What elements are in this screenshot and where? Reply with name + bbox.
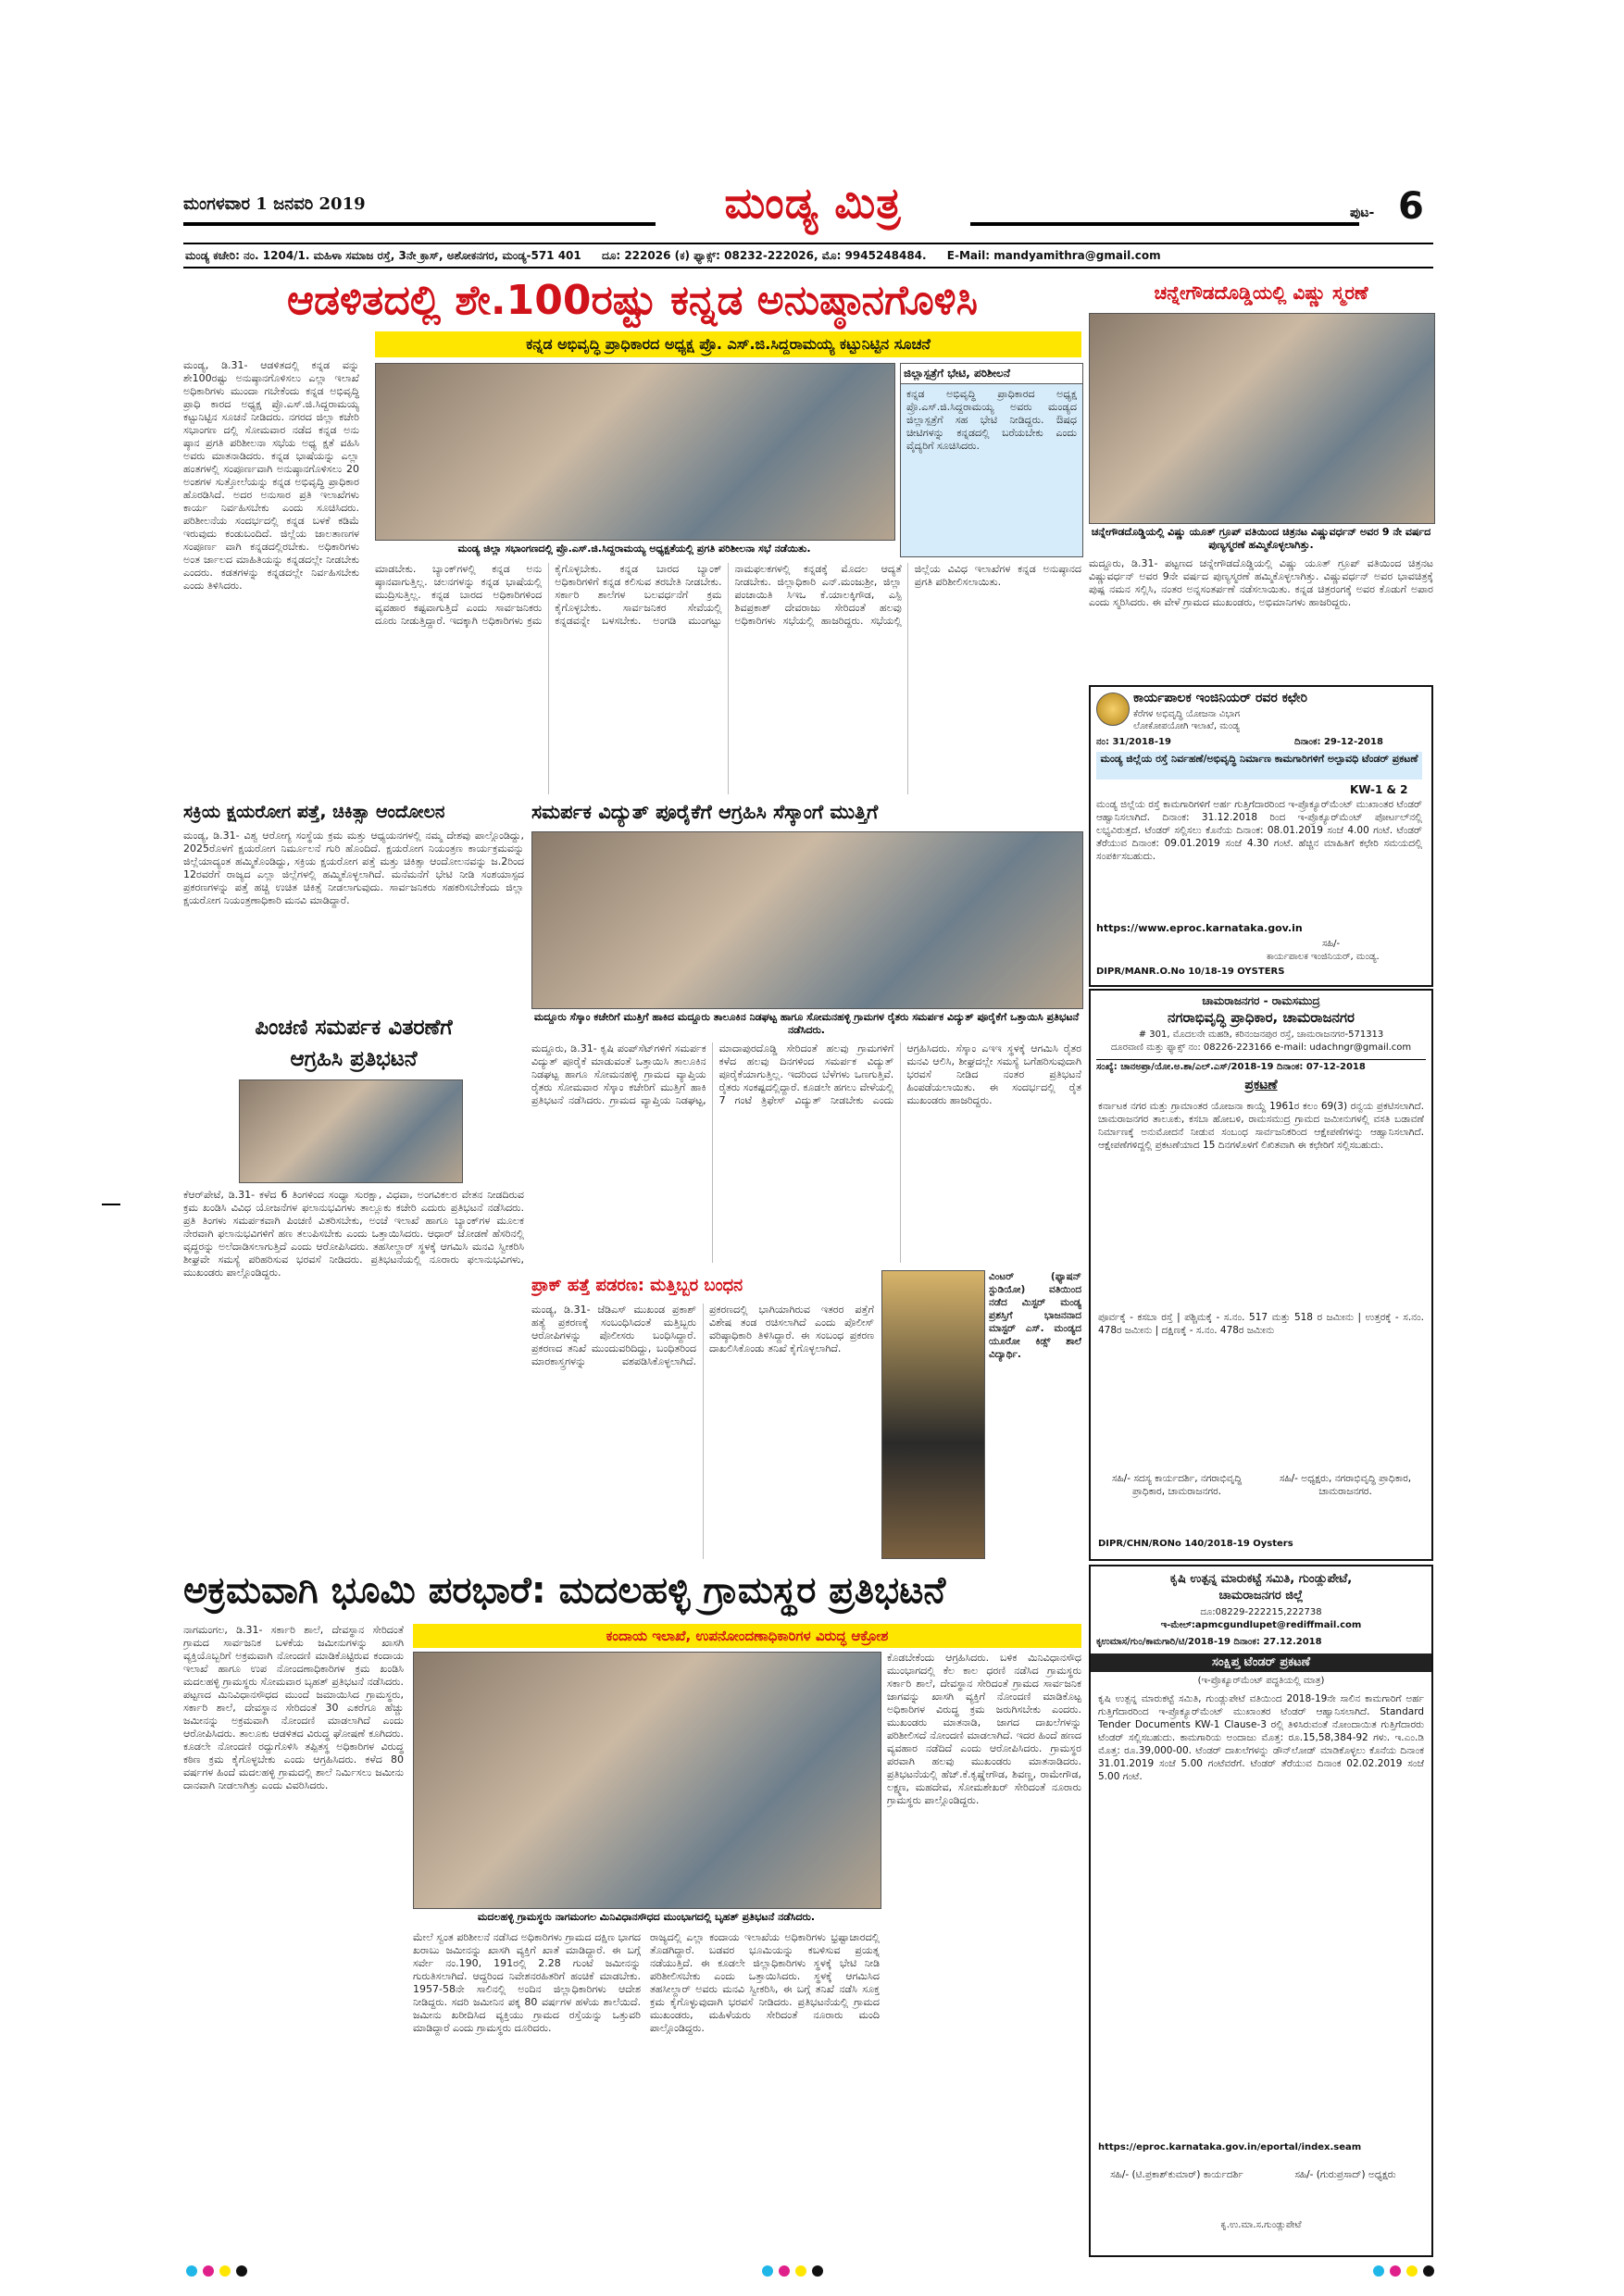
cyan-dot [186,2265,197,2277]
ad3-ref: ಕೃಉಮಾಸ/ಗುಂ/ಕಾಮಗಾರಿ/ಟಿ/2018-19 ದಿನಾಂಕ: 27.12.2018 [1096,1637,1322,1647]
emblem-icon [1096,693,1130,726]
office-email: E-Mail: mandyamithra@gmail.com [946,249,1161,262]
ad2-contact: ದೂರವಾಣಿ ಮತ್ತು ಫ್ಯಾಕ್ಸ್ ನಂ: 08226-223166 e-mail: udachngr@gmail.com [1110,1042,1412,1053]
ad3-url: https://eproc.karnataka.gov.in/eportal/index.seam [1098,2142,1362,2152]
sidebar-body: ಕನ್ನಡ ಅಭಿವೃದ್ಧಿ ಪ್ರಾಧಿಕಾರದ ಅಧ್ಯಕ್ಷ ಪ್ರೊ.ಎಸ್.ಜಿ.ಸಿದ್ದರಾಮಯ್ಯ ಅವರು ಮಂಡ್ಯದ ಜಿಲ್ಲಾಸ್ಪತ್ರೆಗೆ ಸಹ ಭೇಟಿ ನೀಡಿದ್ದರು. ಔಷಧ ಚೀಟಿಗಳನ್ನು ಕನ್ನಡದಲ್ಲಿ ಬರೆಯಬೇಕು ಎಂದು ವೈದ್ಯರಿಗೆ ಸೂಚಿಸಿದರು. [906,388,1077,452]
yellow-dot [219,2265,231,2277]
cyan-dot [762,2265,773,2277]
black-dot [236,2265,247,2277]
power-caption: ಮದ್ದೂರು ಸೆಸ್ಕಾಂ ಕಚೇರಿಗೆ ಮುತ್ತಿಗೆ ಹಾಕಿದ ಮದ್ದೂರು ತಾಲೂಕಿನ ನಿಡಘಟ್ಟ ಹಾಗೂ ಸೋಮನಹಳ್ಳಿ ಗ್ರಾಮಗಳ ರೈತರು ಸಮರ್ಪಕ ವಿದ್ಯುತ್ ಪೂರೈಕೆಗೆ ಒತ್ತಾಯಿಸಿ ಪ್ರತಿಭಟನೆ ನಡೆಸಿದರು. [533,1011,1080,1036]
magenta-dot [1390,2265,1401,2277]
ad-executive-engineer [1089,685,1433,987]
ad-signature: ಸಹಿ/- [1322,939,1341,949]
power-headline: ಸಮರ್ಪಕ ವಿದ್ಯುತ್ ಪೂರೈಕೆಗೆ ಆಗ್ರಹಿಸಿ ಸೆಸ್ಕಾಂಗೆ ಮುತ್ತಿಗೆ [531,801,879,823]
pension-photo [239,1079,463,1183]
land-photo [413,1652,881,1909]
pension-headline-1: ಪಿಂಚಣಿ ಸಮರ್ಪಕ ವಿತರಣೆಗೆ [255,1016,453,1040]
ad2-ref: ಸಂಖ್ಯೆ: ಚಾನಅಪ್ರಾ/ಯೋ.ಅ.ಶಾ/ಎಲ್.ಎಸ್/2018-19 ದಿನಾಂಕ: 07-12-2018 [1096,1059,1426,1072]
child-photo [881,1270,985,1559]
cyan-dot [1373,2265,1384,2277]
vishnu-photo [1089,313,1435,524]
black-dot [812,2265,823,2277]
registration-marks-left [183,2263,250,2280]
vishnu-body: ಮದ್ದೂರು, ಡಿ.31- ಪಟ್ಟಣದ ಚನ್ನೇಗೌಡದೊಡ್ಡಿಯಲ್ಲಿ ವಿಷ್ಣು ಯೂತ್ ಗ್ರೂಪ್ ವತಿಯಿಂದ ಚಿತ್ರನಟ ವಿಷ್ಣುವರ್ಧನ್ ಅವರ 9ನೇ ವರ್ಷದ ಪುಣ್ಯಸ್ಮರಣೆ ಹಮ್ಮಿಕೊಳ್ಳಲಾಗಿತ್ತು. ವಿಷ್ಣುವರ್ಧನ್ ಅವರ ಭಾವಚಿತ್ರಕ್ಕೆ ಪುಷ್ಪ ನಮನ ಸಲ್ಲಿಸಿ, ನಂತರ ಅನ್ನಸಂತರ್ಪಣೆ ನಡೆಸಲಾಯಿತು. ಕನ್ನಡ ಚಿತ್ರರಂಗಕ್ಕೆ ಅವರ ಕೊಡುಗೆ ಅಪಾರ ಎಂದು ಸ್ಮರಿಸಿದರು. ಈ ವೇಳೆ ಗ್ರಾಮದ ಮುಖಂಡರು, ಅಭಿಮಾನಿಗಳು ಹಾಜರಿದ್ದರು. [1089,557,1433,608]
ad3-body: ಕೃಷಿ ಉತ್ಪನ್ನ ಮಾರುಕಟ್ಟೆ ಸಮಿತಿ, ಗುಂಡ್ಲುಪೇಟೆ ವತಿಯಿಂದ 2018-19ನೇ ಸಾಲಿನ ಕಾಮಗಾರಿಗೆ ಅರ್ಹ ಗುತ್ತಿಗೆದಾರರಿಂದ ಇ-ಪ್ರೊಕ್ಯೂರ್‌ಮೆಂಟ್ ಮುಖಾಂತರ ಟೆಂಡರ್ ಆಹ್ವಾನಿಸಲಾಗಿದೆ. Standard Tender Documents KW-1 Clause-3 ರಲ್ಲಿ ತಿಳಿಸಿರುವಂತೆ ನೋಂದಾಯಿತ ಗುತ್ತಿಗೆದಾರರು ಟೆಂಡರ್ ಸಲ್ಲಿಸಬಹುದು. ಕಾಮಗಾರಿಯ ಅಂದಾಜು ಮೊತ್ತ: ರೂ.15,58,384-92 ಗಳು. ಇ.ಎಂ.ಡಿ ಮೊತ್ತ: ರೂ.39,000-00. ಟೆಂಡರ್ ದಾಖಲೆಗಳನ್ನು ಡೌನ್‌ಲೋಡ್ ಮಾಡಿಕೊಳ್ಳಲು ಕೊನೆಯ ದಿನಾಂಕ 31.01.2019 ಸಂಜೆ 5.00 ಗಂಟೆವರೆಗೆ. ಟೆಂಡರ್ ತೆರೆಯುವ ದಿನಾಂಕ 02.02.2019 ಸಂಜೆ 5.00 ಗಂಟೆ. [1098,1693,1424,1782]
registration-marks-center [759,2263,826,2280]
vishnu-headline: ಚನ್ನೇಗೌಡದೊಡ್ಡಿಯಲ್ಲಿ ವಿಷ್ಣು ಸ್ಮರಣೆ [1154,281,1368,304]
black-dot [1423,2265,1434,2277]
newspaper-title: ಮಂಡ್ಯ ಮಿತ್ರ [724,178,902,228]
page-label: ಪುಟ- [1350,206,1375,220]
land-subhead: ಕಂದಾಯ ಇಲಾಖೆ, ಉಪನೋಂದಣಾಧಿಕಾರಿಗಳ ವಿರುದ್ಧ ಆಕ್ರೋಶ [413,1624,1081,1648]
ad2-body: ಕರ್ನಾಟಕ ನಗರ ಮತ್ತು ಗ್ರಾಮಾಂತರ ಯೋಜನಾ ಕಾಯ್ದೆ 1961ರ ಕಲಂ 69(3) ರನ್ವಯ ಪ್ರಕಟಿಸಲಾಗಿದೆ. ಚಾಮರಾಜನಗರ ತಾಲೂಕು, ಕಸಬಾ ಹೋಬಳಿ, ರಾಮಸಮುದ್ರ ಗ್ರಾಮದ ಜಮೀನುಗಳಲ್ಲಿ ವಸತಿ ಬಡಾವಣೆ ನಿರ್ಮಾಣಕ್ಕೆ ಅನುಮೋದನೆ ನೀಡುವ ಸಂಬಂಧ ಸಾರ್ವಜನಿಕರಿಂದ ಆಕ್ಷೇಪಣೆಗಳನ್ನು ಆಹ್ವಾನಿಸಲಾಗಿದೆ. ಆಕ್ಷೇಪಣೆಗಳಿದ್ದಲ್ಲಿ ಪ್ರಕಟಣೆಯಾದ 15 ದಿನಗಳೊಳಗೆ ಲಿಖಿತವಾಗಿ ಈ ಕಛೇರಿಗೆ ಸಲ್ಲಿಸಬಹುದು. [1098,1101,1424,1151]
tb-body: ಮಂಡ್ಯ, ಡಿ.31- ವಿಶ್ವ ಆರೋಗ್ಯ ಸಂಸ್ಥೆಯ ಕ್ರಮ ಮತ್ತು ಆಧ್ಯಯನಗಳಲ್ಲಿ ನಮ್ಮ ದೇಶವು ಪಾಲ್ಗೊಂಡಿದ್ದು, 2025ರೊಳಗೆ ಕ್ಷಯರೋಗ ನಿರ್ಮೂಲನೆ ಗುರಿ ಹೊಂದಿದೆ. ಕ್ಷಯರೋಗ ನಿಯಂತ್ರಣ ಕಾರ್ಯಕ್ರಮವನ್ನು ಜಿಲ್ಲೆಯಾದ್ಯಂತ ಹಮ್ಮಿಕೊಂಡಿದ್ದು, ಸಕ್ರಿಯ ಕ್ಷಯರೋಗ ಪತ್ತೆ ಮತ್ತು ಚಿಕಿತ್ಸಾ ಆಂದೋಲನವನ್ನು ಜ.2ರಿಂದ 12ರವರೆಗೆ ರಾಜ್ಯದ ಎಲ್ಲಾ ಜಿಲ್ಲೆಗಳಲ್ಲಿ ಹಮ್ಮಿಕೊಳ್ಳಲಾಗಿದೆ. ಮನೆಮನೆಗೆ ಭೇಟಿ ನೀಡಿ ಸಂಶಯಾಸ್ಪದ ಪ್ರಕರಣಗಳನ್ನು ಪತ್ತೆ ಹಚ್ಚಿ ಉಚಿತ ಚಿಕಿತ್ಸೆ ನೀಡಲಾಗುವುದು. ಸಾರ್ವಜನಿಕರು ಸಹಕರಿಸಬೇಕೆಂದು ಜಿಲ್ಲಾ ಕ್ಷಯರೋಗ ನಿಯಂತ್ರಣಾಧಿಕಾರಿ ಮನವಿ ಮಾಡಿದ್ದಾರೆ. [183,830,524,906]
ad2-sig-right: ಸಹಿ/- ಅಧ್ಯಕ್ಷರು, ನಗರಾಭಿವೃದ್ಧಿ ಪ್ರಾಧಿಕಾರ, ಚಾಮರಾಜನಗರ. [1279,1473,1412,1497]
ad-apmc [1089,1565,1433,2257]
ad-office-sub1: ಕೆರೆಗಳ ಅಭಿವೃದ್ಧಿ ಯೋಜನಾ ವಿಭಾಗ [1133,709,1241,719]
page-number: 6 [1398,185,1424,228]
ad2-office1: ಚಾಮರಾಜನಗರ - ರಾಮಸಮುದ್ರ [1202,994,1320,1007]
magenta-dot [779,2265,790,2277]
registration-marks-right [1370,2263,1437,2280]
ad-sig-office: ಕಾರ್ಯಪಾಲಕ ಇಂಜಿನಿಯರ್, ಮಂಡ್ಯ. [1267,952,1380,962]
ad-office-title: ಕಾರ್ಯಪಾಲಕ ಇಂಜಿನಿಯರ್ ರವರ ಕಛೇರಿ [1133,691,1308,705]
ad3-phone: ದೂ:08229-222215,222738 [1200,1607,1322,1617]
ad3-sig-left: ಸಹಿ/- (ಟಿ.ಪ್ರಕಾಶ್‌ಕುಮಾರ್) ಕಾರ್ಯದರ್ಶಿ [1110,2169,1243,2180]
tb-headline: ಸಕ್ರಿಯ ಕ್ಷಯರೋಗ ಪತ್ತೆ, ಚಿಕಿತ್ಸಾ ಆಂದೋಲನ [183,802,445,822]
ad3-sig-office: ಕೃ.ಉ.ಮಾ.ಸ.ಗುಂಡ್ಲುಪೇಟೆ [1220,2220,1302,2230]
land-body-mid: ಮೇಲೆ ಸ್ವಂತ ಪರಿಶೀಲನೆ ನಡೆಸಿದ ಅಧಿಕಾರಿಗಳು ಗ್ರಾಮದ ದಕ್ಷಿಣ ಭಾಗದ ಖರಾಬು ಜಮೀನನ್ನು ಖಾಸಗಿ ವ್ಯಕ್ತಿಗೆ ಖಾತೆ ಮಾಡಿದ್ದಾರೆ. ಈ ಬಗ್ಗೆ ಸರ್ವೇ ನಂ.190, 191ರಲ್ಲಿ 2.28 ಗುಂಟೆ ಜಮೀನನ್ನು ಗುರುತಿಸಲಾಗಿದೆ. ಆದ್ದರಿಂದ ನಿವೇಶನರಹಿತರಿಗೆ ಹಂಚಿಕೆ ಮಾಡಬೇಕು. 1957-58ನೇ ಸಾಲಿನಲ್ಲಿ ಅಂದಿನ ಜಿಲ್ಲಾಧಿಕಾರಿಗಳು ಆದೇಶ ನೀಡಿದ್ದರು. ಸದರಿ ಜಮೀನಿನ ಪಕ್ಕ 80 ವರ್ಷಗಳ ಹಳೆಯ ಶಾಲೆಯಿದೆ. ಜಮೀನು ಖರೀದಿಸಿದ ವ್ಯಕ್ತಿಯು ಗ್ರಾಮದ ರಸ್ತೆಯನ್ನು ಒತ್ತುವರಿ ಮಾಡಿದ್ದಾರೆ ಎಂದು ಗ್ರಾಮಸ್ಥರು ದೂರಿದರು. [413,1931,641,2034]
land-caption: ಮದಲಹಳ್ಳಿ ಗ್ರಾಮಸ್ಥರು ನಾಗಮಂಗಲ ಮಿನಿವಿಧಾನಸೌಧದ ಮುಂಭಾಗದಲ್ಲಿ ಬೃಹತ್ ಪ್ರತಿಭಟನೆ ನಡೆಸಿದರು. [477,1911,816,1923]
lead-headline: ಆಡಳಿತದಲ್ಲಿ ಶೇ.100ರಷ್ಟು ಕನ್ನಡ ಅನುಷ್ಠಾನಗೊಳಿಸಿ [286,277,979,324]
issue-date: ಮಂಗಳವಾರ 1 ಜನವರಿ 2019 [183,194,366,214]
masthead-rule-left [183,222,656,226]
ad-notice-title: ಮಂಡ್ಯ ಜಿಲ್ಲೆಯ ರಸ್ತೆ ನಿರ್ವಹಣೆ/ಅಭಿವೃದ್ಧಿ ನಿರ್ಮಾಣ ಕಾಮಗಾರಿಗಳಿಗೆ ಅಲ್ಪಾವಧಿ ಟೆಂಡರ್ ಪ್ರಕಟಣೆ [1096,752,1422,780]
ad3-sub: (ಇ-ಪ್ರೊಕ್ಯೂರ್‌ಮೆಂಟ್ ಪದ್ಧತಿಯಲ್ಲಿ ಮಾತ್ರ) [1197,1676,1325,1686]
contact-bar [183,243,1433,268]
ad-date: ದಿನಾಂಕ: 29-12-2018 [1294,737,1383,747]
ad-number: ನಂ: 31/2018-19 [1096,737,1171,747]
ad2-boundaries: ಪೂರ್ವಕ್ಕೆ - ಕಸಬಾ ರಸ್ತೆ | ಪಶ್ಚಿಮಕ್ಕೆ - ಸ.ನಂ. 517 ಮತ್ತು 518 ರ ಜಮೀನು | ಉತ್ತರಕ್ಕೆ - ಸ.ನಂ. 478ರ ಜಮೀನು | ದಕ್ಷಿಣಕ್ಕೆ - ಸ.ನಂ. 478ರ ಜಮೀನು [1098,1312,1424,1336]
ad2-sig-left: ಸಹಿ/- ಸದಸ್ಯ ಕಾರ್ಯದರ್ಶಿ, ನಗರಾಭಿವೃದ್ಧಿ ಪ್ರಾಧಿಕಾರ, ಚಾಮರಾಜನಗರ. [1111,1473,1243,1497]
yellow-dot [1406,2265,1418,2277]
land-body-left: ನಾಗಮಂಗಲ, ಡಿ.31- ಸರ್ಕಾರಿ ಶಾಲೆ, ದೇವಸ್ಥಾನ ಸೇರಿದಂತೆ ಗ್ರಾಮದ ಸಾರ್ವಜನಿಕ ಬಳಕೆಯ ಜಮೀನುಗಳನ್ನು ಖಾಸಗಿ ವ್ಯಕ್ತಿಯೊಬ್ಬರಿಗೆ ಅಕ್ರಮವಾಗಿ ನೋಂದಣಿ ಮಾಡಿಕೊಟ್ಟಿರುವ ಕಂದಾಯ ಇಲಾಖೆ ಹಾಗೂ ಉಪ ನೋಂದಣಾಧಿಕಾರಿಗಳ ಕ್ರಮ ಖಂಡಿಸಿ ಮದಲಹಳ್ಳಿ ಗ್ರಾಮಸ್ಥರು ಸೋಮವಾರ ಬೃಹತ್ ಪ್ರತಿಭಟನೆ ನಡೆಸಿದರು. ಪಟ್ಟಣದ ಮಿನಿವಿಧಾನಸೌಧದ ಮುಂದೆ ಜಮಾಯಿಸಿದ ಗ್ರಾಮಸ್ಥರು, ಸರ್ಕಾರಿ ಶಾಲೆ, ದೇವಸ್ಥಾನ ಸೇರಿದಂತೆ 30 ಎಕರೆಗೂ ಹೆಚ್ಚು ಜಮೀನನ್ನು ಅಕ್ರಮವಾಗಿ ನೋಂದಣಿ ಮಾಡಲಾಗಿದೆ ಎಂದು ಆರೋಪಿಸಿದರು. ತಾಲೂಕು ಆಡಳಿತದ ವಿರುದ್ಧ ಘೋಷಣೆ ಕೂಗಿದರು. ಕೂಡಲೇ ನೋಂದಣಿ ರದ್ದುಗೊಳಿಸಿ ತಪ್ಪಿತಸ್ಥ ಅಧಿಕಾರಿಗಳ ವಿರುದ್ಧ ಕಠಿಣ ಕ್ರಮ ಕೈಗೊಳ್ಳಬೇಕು ಎಂದು ಆಗ್ರಹಿಸಿದರು. ಕಳೆದ 80 ವರ್ಷಗಳ ಹಿಂದೆ ಮದಲಹಳ್ಳಿ ಗ್ರಾಮದಲ್ಲಿ ಶಾಲೆ ನಿರ್ಮಿಸಲು ಜಮೀನು ದಾನವಾಗಿ ನೀಡಲಾಗಿತ್ತು ಎಂದು ವಿವರಿಸಿದರು. [183,1624,404,1791]
ad-url: https://www.eproc.karnataka.gov.in [1096,922,1303,934]
sidebar-title: ಜಿಲ್ಲಾಸ್ಪತ್ರೆಗೆ ಭೇಟಿ, ಪರಿಶೀಲನೆ [901,364,1082,384]
lead-body-left: ಮಂಡ್ಯ, ಡಿ.31- ಆಡಳಿತದಲ್ಲಿ ಕನ್ನಡ ವನ್ನು ಶೇ100ರಷ್ಟು ಅನುಷ್ಠಾನಗೊಳಿಸಲು ಎಲ್ಲಾ ಇಲಾಖೆ ಅಧಿಕಾರಿಗಳು ಮುಂದಾ ಗಬೇಕೆಂದು ಕನ್ನಡ ಅಭಿವೃದ್ಧಿ ಪ್ರಾಧಿ ಕಾರದ ಅಧ್ಯಕ್ಷ ಪ್ರೊ.ಎಸ್.ಜಿ.ಸಿದ್ದರಾಮಯ್ಯ ಕಟ್ಟುನಿಟ್ಟಿನ ಸೂಚನೆ ನೀಡಿದರು. ನಗರದ ಜಿಲ್ಲಾ ಕಚೇರಿ ಸಭಾಂಗಣ ದಲ್ಲಿ ಸೋಮವಾರ ನಡೆದ ಕನ್ನಡ ಅನು ಷ್ಠಾನ ಪ್ರಗತಿ ಪರಿಶೀಲನಾ ಸಭೆಯ ಅಧ್ಯ ಕ್ಷತೆ ವಹಿಸಿ ಅವರು ಮಾತನಾಡಿದರು. ಕನ್ನಡ ಭಾಷೆಯನ್ನು ಎಲ್ಲಾ ಹಂತಗಳಲ್ಲಿ ಸಂಪೂರ್ಣವಾಗಿ ಅನುಷ್ಠಾನಗೊಳಿಸಲು 20 ಅಂಶಗಳ ಸುತ್ತೋಲೆಯನ್ನು ಕನ್ನಡ ಅಭಿವೃದ್ಧಿ ಪ್ರಾಧಿಕಾರ ಹೊರಡಿಸಿದೆ. ಅದರ ಅನುಸಾರ ಪ್ರತಿ ಇಲಾಖೆಗಳು ಕಾರ್ಯ ನಿರ್ವಹಿಸಬೇಕು ಎಂದು ಸೂಚಿಸಿದರು. ಪರಿಶೀಲನೆಯ ಸಂದರ್ಭದಲ್ಲಿ ಕನ್ನಡ ಬಳಕೆ ಕಡಿಮೆ ಇರುವುದು ಕಂಡುಬಂದಿದೆ. ಜಿಲ್ಲೆಯ ಜಾಲತಾಣಗಳ ಸಂಪೂರ್ಣ ವಾಗಿ ಕನ್ನಡದಲ್ಲಿರಬೇಕು. ಅಧಿಕಾರಿಗಳು ಅಂತ ರ್ಜಾಲದ ಮಾಹಿತಿಯನ್ನು ಕನ್ನಡದಲ್ಲೇ ನೀಡಬೇಕು ಎಂದರು. ಕಡತಗಳನ್ನು ಕನ್ನಡದಲ್ಲೇ ನಿರ್ವಹಿಸಬೇಕು ಎಂದು ತಿಳಿಸಿದರು. [183,359,359,592]
ad-dipr: DIPR/MANR.O.No 10/18-19 OYSTERS [1096,967,1285,977]
land-headline: ಅಕ್ರಮವಾಗಿ ಭೂಮಿ ಪರಭಾರೆ: ಮದಲಹಳ್ಳಿ ಗ್ರಾಮಸ್ಥರ ಪ್ರತಿಭಟನೆ [183,1569,946,1612]
ad-body: ಮಂಡ್ಯ ಜಿಲ್ಲೆಯ ರಸ್ತೆ ಕಾಮಗಾರಿಗಳಿಗೆ ಅರ್ಹ ಗುತ್ತಿಗೆದಾರರಿಂದ ಇ-ಪ್ರೊಕ್ಯೂರ್‌ಮೆಂಟ್ ಮುಖಾಂತರ ಟೆಂಡರ್ ಆಹ್ವಾನಿಸಲಾಗಿದೆ. ದಿನಾಂಕ: 31.12.2018 ರಿಂದ ಇ-ಪ್ರೊಕ್ಯೂರ್‌ಮೆಂಟ್ ಪೋರ್ಟಲ್‌ನಲ್ಲಿ ಲಭ್ಯವಿರುತ್ತದೆ. ಟೆಂಡರ್ ಸಲ್ಲಿಸಲು ಕೊನೆಯ ದಿನಾಂಕ: 08.01.2019 ಸಂಜೆ 4.00 ಗಂಟೆ. ಟೆಂಡರ್ ತೆರೆಯುವ ದಿನಾಂಕ: 09.01.2019 ಸಂಜೆ 4.30 ಗಂಟೆ. ಹೆಚ್ಚಿನ ಮಾಹಿತಿಗೆ ಕಛೇರಿ ಸಮಯದಲ್ಲಿ ಸಂಪರ್ಕಿಸಬಹುದು. [1096,799,1422,862]
ad2-dipr: DIPR/CHN/RONo 140/2018-19 Oysters [1098,1539,1293,1549]
masthead-rule-right [970,222,1359,226]
ad3-org1: ಕೃಷಿ ಉತ್ಪನ್ನ ಮಾರುಕಟ್ಟೆ ಸಮಿತಿ, ಗುಂಡ್ಲುಪೇಟೆ, [1169,1572,1353,1586]
child-caption: ವಿಂಟರ್ (ಫ್ಯಾಷನ್ ಸ್ಟುಡಿಯೋ) ವತಿಯಿಂದ ನಡೆದ ಮಿಸ್ಟರ್ ಮಂಡ್ಯ ಪ್ರಶಸ್ತಿಗೆ ಭಾಜನನಾದ ಮಾಸ್ಟರ್ ಎಸ್. ಮಂಡ್ಯದ ಯೂರೋ ಕಿಡ್ಸ್ ಶಾಲೆ ವಿದ್ಯಾರ್ಥಿ. [989,1271,1081,1360]
office-address: ಮಂಡ್ಯ ಕಚೇರಿ: ನಂ. 1204/1. ಮಹಿಳಾ ಸಮಾಜ ರಸ್ತೆ, 3ನೇ ಕ್ರಾಸ್, ಅಶೋಕನಗರ, ಮಂಡ್ಯ-571 401 [185,249,581,262]
ad2-address: # 301, ಮೊದಲನೇ ಮಹಡಿ, ಕರಿನಂಜನಪುರ ರಸ್ತೆ, ಚಾಮರಾಜನಗರ-571313 [1138,1029,1384,1040]
lead-subhead: ಕನ್ನಡ ಅಭಿವೃದ್ಧಿ ಪ್ರಾಧಿಕಾರದ ಅಧ್ಯಕ್ಷ ಪ್ರೊ. ಎಸ್.ಜಿ.ಸಿದ್ದರಾಮಯ್ಯ ಕಟ್ಟುನಿಟ್ಟಿನ ಸೂಚನೆ [375,331,1081,357]
arrest-body: ಮಂಡ್ಯ, ಡಿ.31- ಜೆಡಿಎಸ್ ಮುಖಂಡ ಪ್ರಕಾಶ್ ಹತ್ಯೆ ಪ್ರಕರಣಕ್ಕೆ ಸಂಬಂಧಿಸಿದಂತೆ ಮತ್ತಿಬ್ಬರು ಆರೋಪಿಗಳನ್ನು ಪೊಲೀಸರು ಬಂಧಿಸಿದ್ದಾರೆ. ಪ್ರಕರಣದ ತನಿಖೆ ಮುಂದುವರಿದಿದ್ದು, ಬಂಧಿತರಿಂದ ಮಾರಕಾಸ್ತ್ರಗಳನ್ನು ವಶಪಡಿಸಿಕೊಳ್ಳಲಾಗಿದೆ. ಪ್ರಕರಣದಲ್ಲಿ ಭಾಗಿಯಾಗಿರುವ ಇತರರ ಪತ್ತೆಗೆ ವಿಶೇಷ ತಂಡ ರಚಿಸಲಾಗಿದೆ ಎಂದು ಪೊಲೀಸ್ ವರಿಷ್ಠಾಧಿಕಾರಿ ತಿಳಿಸಿದ್ದಾರೆ. ಈ ಸಂಬಂಧ ಪ್ರಕರಣ ದಾಖಲಿಸಿಕೊಂಡು ತನಿಖೆ ಕೈಗೊಳ್ಳಲಾಗಿದೆ. [531,1304,874,1367]
ad3-email: ಇ-ಮೇಲ್:apmcgundlupet@rediffmail.com [1160,1620,1362,1630]
lead-photo [375,363,895,541]
power-body: ಮದ್ದೂರು, ಡಿ.31- ಕೃಷಿ ಪಂಪ್‌ಸೆಟ್‌ಗಳಿಗೆ ಸಮರ್ಪಕ ವಿದ್ಯುತ್ ಪೂರೈಕೆ ಮಾಡುವಂತೆ ಒತ್ತಾಯಿಸಿ ತಾಲೂಕಿನ ನಿಡಘಟ್ಟ ಹಾಗೂ ಸೋಮನಹಳ್ಳಿ ಗ್ರಾಮದ ವ್ಯಾಪ್ತಿಯ ರೈತರು ಸೋಮವಾರ ಸೆಸ್ಕಾಂ ಕಚೇರಿಗೆ ಮುತ್ತಿಗೆ ಹಾಕಿ ಪ್ರತಿಭಟನೆ ನಡೆಸಿದರು. ಗ್ರಾಮದ ವ್ಯಾಪ್ತಿಯ ನಿಡಘಟ್ಟ, ಮಾದಾಪುರದೊಡ್ಡಿ ಸೇರಿದಂತೆ ಹಲವು ಗ್ರಾಮಗಳಿಗೆ ಕಳೆದ ಹಲವು ದಿನಗಳಿಂದ ಸಮರ್ಪಕ ವಿದ್ಯುತ್ ಪೂರೈಕೆಯಾಗುತ್ತಿಲ್ಲ. ಇದರಿಂದ ಬೆಳೆಗಳು ಒಣಗುತ್ತಿವೆ. ರೈತರು ಸಂಕಷ್ಟದಲ್ಲಿದ್ದಾರೆ. ಕೂಡಲೇ ಹಗಲು ವೇಳೆಯಲ್ಲಿ 7 ಗಂಟೆ ತ್ರಿಫೇಸ್ ವಿದ್ಯುತ್ ನೀಡಬೇಕು ಎಂದು ಆಗ್ರಹಿಸಿದರು. ಸೆಸ್ಕಾಂ ಎಇಇ ಸ್ಥಳಕ್ಕೆ ಆಗಮಿಸಿ ರೈತರ ಮನವಿ ಆಲಿಸಿ, ಶೀಘ್ರದಲ್ಲೇ ಸಮಸ್ಯೆ ಬಗೆಹರಿಸುವುದಾಗಿ ಭರವಸೆ ನೀಡಿದ ನಂತರ ಪ್ರತಿಭಟನೆ ಹಿಂಪಡೆಯಲಾಯಿತು. ಈ ಸಂದರ್ಭದಲ್ಲಿ ರೈತ ಮುಖಂಡರು ಹಾಜರಿದ್ದರು. [531,1042,1081,1106]
arrest-headline: ಪ್ರಾಕ್ ಹತ್ತೆ ಪಡರಣ: ಮತ್ತಿಬ್ಬರ ಬಂಧನ [531,1276,743,1295]
margin-mark [102,1204,120,1205]
ad2-notice: ಪ್ರಕಟಣೆ [1244,1078,1278,1092]
ad-town-development [1089,989,1433,1561]
pension-body: ಕೆಆರ್‌ಪೇಟೆ, ಡಿ.31- ಕಳೆದ 6 ತಿಂಗಳಿಂದ ಸಂಧ್ಯಾ ಸುರಕ್ಷಾ, ವಿಧವಾ, ಅಂಗವಿಕಲರ ವೇತನ ನೀಡದಿರುವ ಕ್ರಮ ಖಂಡಿಸಿ ವಿವಿಧ ಯೋಜನೆಗಳ ಫಲಾನುಭವಿಗಳು ತಾಲ್ಲೂಕು ಕಚೇರಿ ಎದುರು ಪ್ರತಿಭಟನೆ ನಡೆಸಿದರು. ಪ್ರತಿ ತಿಂಗಳು ಸಮರ್ಪಕವಾಗಿ ಪಿಂಚಣಿ ವಿತರಿಸಬೇಕು, ಅಂಚೆ ಇಲಾಖೆ ಹಾಗೂ ಬ್ಯಾಂಕ್‌ಗಳ ಮೂಲಕ ನೇರವಾಗಿ ಫಲಾನುಭವಿಗಳಿಗೆ ಹಣ ತಲುಪಿಸಬೇಕು ಎಂದು ಒತ್ತಾಯಿಸಿದರು. ಆಧಾರ್ ಜೋಡಣೆ ಹೆಸರಿನಲ್ಲಿ ವೃದ್ಧರನ್ನು ಅಲೆದಾಡಿಸಲಾಗುತ್ತಿದೆ ಎಂದು ಆರೋಪಿಸಿದರು. ತಹಸೀಲ್ದಾರ್ ಸ್ಥಳಕ್ಕೆ ಆಗಮಿಸಿ ಮನವಿ ಸ್ವೀಕರಿಸಿ ಶೀಘ್ರವೇ ಸಮಸ್ಯೆ ಪರಿಹರಿಸುವ ಭರವಸೆ ನೀಡಿದರು. ಪ್ರತಿಭಟನೆಯಲ್ಲಿ ನೂರಾರು ಫಲಾನುಭವಿಗಳು, ಮುಖಂಡರು ಪಾಲ್ಗೊಂಡಿದ್ದರು. [183,1189,524,1279]
ad3-org2: ಚಾಮರಾಜನಗರ ಜಿಲ್ಲೆ [1218,1589,1304,1603]
office-phone: ದೂ: 222026 (ಕ) ಫ್ಯಾಕ್ಸ್: 08232-222026, ಮೊ: 9945248484. [601,249,927,262]
ad-office-sub2: ಲೋಕೋಪಯೋಗಿ ಇಲಾಖೆ, ಮಂಡ್ಯ [1133,721,1240,731]
land-body-right: ರಾಜ್ಯದಲ್ಲಿ ಎಲ್ಲಾ ಕಂದಾಯ ಇಲಾಖೆಯ ಅಧಿಕಾರಿಗಳು ಭ್ರಷ್ಟಾಚಾರದಲ್ಲಿ ತೊಡಗಿದ್ದಾರೆ. ಬಡವರ ಭೂಮಿಯನ್ನು ಕಬಳಿಸುವ ಪ್ರಯತ್ನ ನಡೆಯುತ್ತಿದೆ. ಈ ಕೂಡಲೇ ಜಿಲ್ಲಾಧಿಕಾರಿಗಳು ಸ್ಥಳಕ್ಕೆ ಭೇಟಿ ನೀಡಿ ಪರಿಶೀಲಿಸಬೇಕು ಎಂದು ಒತ್ತಾಯಿಸಿದರು. ಸ್ಥಳಕ್ಕೆ ಆಗಮಿಸಿದ ತಹಸೀಲ್ದಾರ್ ಅವರು ಮನವಿ ಸ್ವೀಕರಿಸಿ, ಈ ಬಗ್ಗೆ ತನಿಖೆ ನಡೆಸಿ ಸೂಕ್ತ ಕ್ರಮ ಕೈಗೊಳ್ಳುವುದಾಗಿ ಭರವಸೆ ನೀಡಿದರು. ಪ್ರತಿಭಟನೆಯಲ್ಲಿ ಗ್ರಾಮದ ಮುಖಂಡರು, ಮಹಿಳೆಯರು ಸೇರಿದಂತೆ ನೂರಾರು ಮಂದಿ ಪಾಲ್ಗೊಂಡಿದ್ದರು. [650,1931,880,2034]
ad3-notice: ಸಂಕ್ಷಿಪ್ತ ಟೆಂಡರ್ ಪ್ರಕಟಣೆ [1091,1653,1431,1672]
vishnu-caption: ಚನ್ನೇಗೌಡದೊಡ್ಡಿಯಲ್ಲಿ ವಿಷ್ಣು ಯೂತ್ ಗ್ರೂಪ್ ವತಿಯಿಂದ ಚಿತ್ರನಟ ವಿಷ್ಣುವರ್ಧನ್ ಅವರ 9 ನೇ ವರ್ಷದ ಪುಣ್ಯಸ್ಮರಣೆ ಹಮ್ಮಿಕೊಳ್ಳಲಾಗಿತ್ತು. [1091,526,1431,551]
ad2-office2: ನಗರಾಭಿವೃದ್ಧಿ ಪ್ರಾಧಿಕಾರ, ಚಾಮರಾಜನಗರ [1168,1009,1355,1026]
magenta-dot [203,2265,214,2277]
yellow-dot [795,2265,806,2277]
lead-body-main: ಮಾಡಬೇಕು. ಬ್ಯಾಂಕ್‌ಗಳಲ್ಲಿ ಕನ್ನಡ ಅನು ಷ್ಠಾನವಾಗುತ್ತಿಲ್ಲ. ಚಲನಗಳನ್ನು ಕನ್ನಡ ಭಾಷೆಯಲ್ಲಿ ಮುದ್ರಿಸುತ್ತಿಲ್ಲ. ಕನ್ನಡ ಬಾರದ ಅಧಿಕಾರಿಗಳಿಂದ ವ್ಯವಹಾರ ಕಷ್ಟವಾಗುತ್ತಿದೆ ಎಂದು ಸಾರ್ವಜನಿಕರು ದೂರು ನೀಡುತ್ತಿದ್ದಾರೆ. ಇದಕ್ಕಾಗಿ ಅಧಿಕಾರಿಗಳು ಕ್ರಮ ಕೈಗೊಳ್ಳಬೇಕು. ಕನ್ನಡ ಬಾರದ ಬ್ಯಾಂಕ್ ಅಧಿಕಾರಿಗಳಿಗೆ ಕನ್ನಡ ಕಲಿಸುವ ತರಬೇತಿ ನೀಡಬೇಕು. ಸರ್ಕಾರಿ ಶಾಲೆಗಳ ಬಲವರ್ಧನೆಗೆ ಕ್ರಮ ಕೈಗೊಳ್ಳಬೇಕು. ಸಾರ್ವಜನಿಕರ ಸೇವೆಯಲ್ಲಿ ಕನ್ನಡವನ್ನೇ ಬಳಸಬೇಕು. ಅಂಗಡಿ ಮುಂಗಟ್ಟು ನಾಮಫಲಕಗಳಲ್ಲಿ ಕನ್ನಡಕ್ಕೆ ಮೊದಲ ಆದ್ಯತೆ ನೀಡಬೇಕು. ಜಿಲ್ಲಾಧಿಕಾರಿ ಎನ್.ಮಂಜುಶ್ರೀ, ಜಿಲ್ಲಾ ಪಂಚಾಯಿತಿ ಸಿಇಒ ಕೆ.ಯಾಲಕ್ಕಿಗೌಡ, ಎಸ್ಪಿ ಶಿವಪ್ರಕಾಶ್ ದೇವರಾಜು ಸೇರಿದಂತೆ ಹಲವು ಅಧಿಕಾರಿಗಳು ಸಭೆಯಲ್ಲಿ ಹಾಜರಿದ್ದರು. ಸಭೆಯಲ್ಲಿ ಜಿಲ್ಲೆಯ ವಿವಿಧ ಇಲಾಖೆಗಳ ಕನ್ನಡ ಅನುಷ್ಠಾನದ ಪ್ರಗತಿ ಪರಿಶೀಲಿಸಲಾಯಿತು. [375,563,1081,627]
ad-kw: KW-1 & 2 [1350,783,1408,796]
lead-sidebar [900,363,1083,557]
ad3-sig-right: ಸಹಿ/- (ಗುರುಪ್ರಸಾದ್) ಅಧ್ಯಕ್ಷರು [1294,2169,1396,2180]
power-photo [531,831,1083,1009]
land-body-far: ಕೊಡಬೇಕೆಂದು ಆಗ್ರಹಿಸಿದರು. ಬಳಿಕ ಮಿನಿವಿಧಾನಸೌಧ ಮುಂಭಾಗದಲ್ಲಿ ಕೆಲ ಕಾಲ ಧರಣಿ ನಡೆಸಿದ ಗ್ರಾಮಸ್ಥರು ಸರ್ಕಾರಿ ಶಾಲೆ, ದೇವಸ್ಥಾನ ಸೇರಿದಂತೆ ಗ್ರಾಮದ ಸಾರ್ವಜನಿಕ ಜಾಗವನ್ನು ಖಾಸಗಿ ವ್ಯಕ್ತಿಗೆ ನೋಂದಣಿ ಮಾಡಿಕೊಟ್ಟ ಅಧಿಕಾರಿಗಳ ವಿರುದ್ಧ ಕ್ರಮ ಜರುಗಿಸಬೇಕು ಎಂದರು. ಮುಖಂಡರು ಮಾತನಾಡಿ, ಜಾಗದ ದಾಖಲೆಗಳನ್ನು ಪರಿಶೀಲಿಸದೆ ನೋಂದಣಿ ಮಾಡಲಾಗಿದೆ. ಇದರ ಹಿಂದೆ ಹಣದ ವ್ಯವಹಾರ ನಡೆದಿದೆ ಎಂದು ಆರೋಪಿಸಿದರು. ಗ್ರಾಮಸ್ಥರ ಪರವಾಗಿ ಹಲವು ಮುಖಂಡರು ಮಾತನಾಡಿದರು. ಪ್ರತಿಭಟನೆಯಲ್ಲಿ ಹೆಚ್.ಕೆ.ಕೃಷ್ಣೇಗೌಡ, ಶಿವಣ್ಣ, ರಾಮೇಗೌಡ, ಲಕ್ಷ್ಮಣ, ಮಹದೇವ, ಸೋಮಶೇಖರ್ ಸೇರಿದಂತೆ ನೂರಾರು ಗ್ರಾಮಸ್ಥರು ಪಾಲ್ಗೊಂಡಿದ್ದರು. [887,1652,1081,1806]
pension-headline-2: ಆಗ್ರಹಿಸಿ ಪ್ರತಿಭಟನೆ [290,1047,418,1071]
lead-photo-caption: ಮಂಡ್ಯ ಜಿಲ್ಲಾ ಸಭಾಂಗಣದಲ್ಲಿ ಪ್ರೊ.ಎಸ್.ಜಿ.ಸಿದ್ದರಾಮಯ್ಯ ಅಧ್ಯಕ್ಷತೆಯಲ್ಲಿ ಪ್ರಗತಿ ಪರಿಶೀಲನಾ ಸಭೆ ನಡೆಯಿತು. [457,543,811,555]
